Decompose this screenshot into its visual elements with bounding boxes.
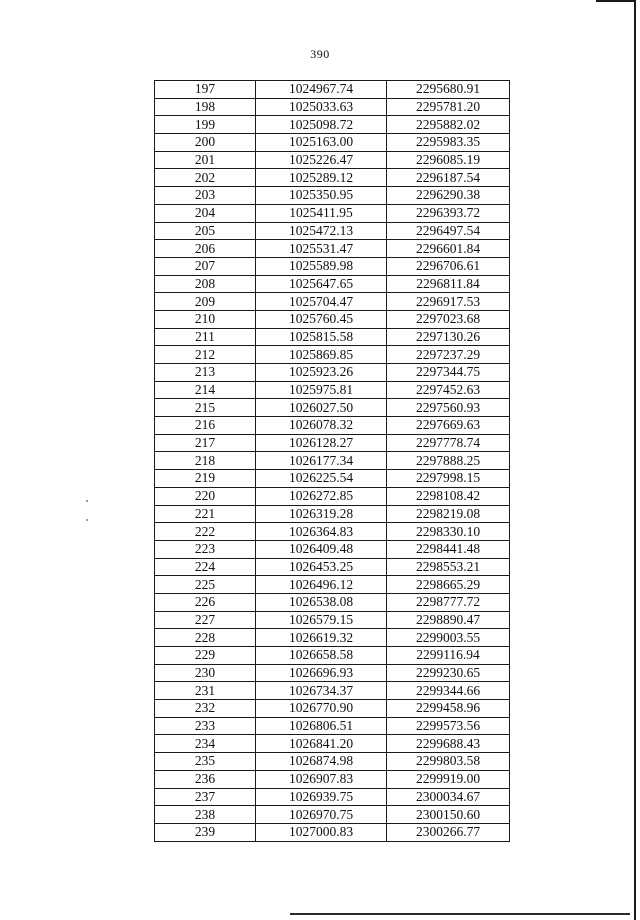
- northing-cell: 2298108.42: [387, 487, 510, 505]
- table-row: [155, 275, 510, 293]
- point-number-cell: 237: [155, 788, 256, 806]
- easting-cell: 1025033.63: [256, 98, 387, 116]
- easting-cell: 1025923.26: [256, 364, 387, 382]
- northing-cell: 2296706.61: [387, 257, 510, 275]
- easting-cell: 1026409.48: [256, 540, 387, 558]
- easting-cell: 1025589.98: [256, 257, 387, 275]
- point-number-cell: 234: [155, 735, 256, 753]
- table-row: [155, 735, 510, 753]
- table-row: [155, 770, 510, 788]
- easting-cell: 1026538.08: [256, 593, 387, 611]
- northing-cell: 2298219.08: [387, 505, 510, 523]
- point-number-cell: 239: [155, 823, 256, 841]
- northing-cell: 2297778.74: [387, 434, 510, 452]
- northing-cell: 2299688.43: [387, 735, 510, 753]
- scan-speck: [86, 519, 88, 521]
- easting-cell: 1026770.90: [256, 700, 387, 718]
- point-number-cell: 204: [155, 204, 256, 222]
- point-number-cell: 228: [155, 629, 256, 647]
- table-row: [155, 523, 510, 541]
- table-row: [155, 204, 510, 222]
- northing-cell: 2300266.77: [387, 823, 510, 841]
- scan-border-edge: [596, 0, 636, 2]
- point-number-cell: 222: [155, 523, 256, 541]
- table-row: [155, 434, 510, 452]
- easting-cell: 1026841.20: [256, 735, 387, 753]
- point-number-cell: 232: [155, 700, 256, 718]
- table-row: [155, 346, 510, 364]
- table-row: [155, 98, 510, 116]
- northing-cell: 2297130.26: [387, 328, 510, 346]
- table-row: [155, 647, 510, 665]
- table-row: [155, 310, 510, 328]
- easting-cell: 1025869.85: [256, 346, 387, 364]
- northing-cell: 2298777.72: [387, 593, 510, 611]
- easting-cell: 1026027.50: [256, 399, 387, 417]
- easting-cell: 1026806.51: [256, 717, 387, 735]
- northing-cell: 2298330.10: [387, 523, 510, 541]
- table-row: [155, 257, 510, 275]
- point-number-cell: 221: [155, 505, 256, 523]
- coordinate-table: [154, 80, 510, 842]
- easting-cell: 1025098.72: [256, 116, 387, 134]
- northing-cell: 2299003.55: [387, 629, 510, 647]
- point-number-cell: 197: [155, 81, 256, 99]
- point-number-cell: 203: [155, 187, 256, 205]
- northing-cell: 2298890.47: [387, 611, 510, 629]
- point-number-cell: 238: [155, 806, 256, 824]
- table-row: [155, 505, 510, 523]
- northing-cell: 2297023.68: [387, 310, 510, 328]
- table-row: [155, 576, 510, 594]
- table-row: [155, 806, 510, 824]
- easting-cell: 1026619.32: [256, 629, 387, 647]
- point-number-cell: 216: [155, 417, 256, 435]
- table-row: [155, 364, 510, 382]
- point-number-cell: 226: [155, 593, 256, 611]
- easting-cell: 1025472.13: [256, 222, 387, 240]
- point-number-cell: 207: [155, 257, 256, 275]
- northing-cell: 2295882.02: [387, 116, 510, 134]
- table-row: [155, 293, 510, 311]
- northing-cell: 2297888.25: [387, 452, 510, 470]
- point-number-cell: 220: [155, 487, 256, 505]
- point-number-cell: 233: [155, 717, 256, 735]
- northing-cell: 2295680.91: [387, 81, 510, 99]
- point-number-cell: 210: [155, 310, 256, 328]
- northing-cell: 2300034.67: [387, 788, 510, 806]
- easting-cell: 1026078.32: [256, 417, 387, 435]
- point-number-cell: 200: [155, 134, 256, 152]
- point-number-cell: 205: [155, 222, 256, 240]
- coordinate-table-body: [155, 81, 510, 842]
- point-number-cell: 201: [155, 151, 256, 169]
- point-number-cell: 219: [155, 470, 256, 488]
- northing-cell: 2297998.15: [387, 470, 510, 488]
- easting-cell: 1026128.27: [256, 434, 387, 452]
- table-row: [155, 558, 510, 576]
- easting-cell: 1025815.58: [256, 328, 387, 346]
- northing-cell: 2298553.21: [387, 558, 510, 576]
- table-row: [155, 470, 510, 488]
- point-number-cell: 206: [155, 240, 256, 258]
- point-number-cell: 230: [155, 664, 256, 682]
- northing-cell: 2299573.56: [387, 717, 510, 735]
- northing-cell: 2296811.84: [387, 275, 510, 293]
- point-number-cell: 215: [155, 399, 256, 417]
- point-number-cell: 208: [155, 275, 256, 293]
- easting-cell: 1025289.12: [256, 169, 387, 187]
- scan-border-edge: [290, 913, 630, 915]
- easting-cell: 1026496.12: [256, 576, 387, 594]
- point-number-cell: 218: [155, 452, 256, 470]
- table-row: [155, 151, 510, 169]
- table-row: [155, 417, 510, 435]
- easting-cell: 1026874.98: [256, 753, 387, 771]
- northing-cell: 2298665.29: [387, 576, 510, 594]
- table-row: [155, 593, 510, 611]
- easting-cell: 1025975.81: [256, 381, 387, 399]
- table-row: [155, 134, 510, 152]
- easting-cell: 1026225.54: [256, 470, 387, 488]
- table-row: [155, 717, 510, 735]
- easting-cell: 1025704.47: [256, 293, 387, 311]
- point-number-cell: 231: [155, 682, 256, 700]
- table-row: [155, 240, 510, 258]
- northing-cell: 2296917.53: [387, 293, 510, 311]
- table-row: [155, 788, 510, 806]
- northing-cell: 2300150.60: [387, 806, 510, 824]
- northing-cell: 2299803.58: [387, 753, 510, 771]
- easting-cell: 1026734.37: [256, 682, 387, 700]
- table-row: [155, 187, 510, 205]
- page-number: 390: [310, 47, 330, 61]
- northing-cell: 2296393.72: [387, 204, 510, 222]
- easting-cell: 1026939.75: [256, 788, 387, 806]
- northing-cell: 2297237.29: [387, 346, 510, 364]
- point-number-cell: 235: [155, 753, 256, 771]
- point-number-cell: 213: [155, 364, 256, 382]
- northing-cell: 2295983.35: [387, 134, 510, 152]
- table-row: [155, 169, 510, 187]
- point-number-cell: 199: [155, 116, 256, 134]
- table-row: [155, 222, 510, 240]
- easting-cell: 1025647.65: [256, 275, 387, 293]
- table-row: [155, 664, 510, 682]
- point-number-cell: 223: [155, 540, 256, 558]
- northing-cell: 2296497.54: [387, 222, 510, 240]
- easting-cell: 1026907.83: [256, 770, 387, 788]
- table-row: [155, 753, 510, 771]
- easting-cell: 1026453.25: [256, 558, 387, 576]
- point-number-cell: 225: [155, 576, 256, 594]
- easting-cell: 1026319.28: [256, 505, 387, 523]
- table-row: [155, 823, 510, 841]
- easting-cell: 1026658.58: [256, 647, 387, 665]
- point-number-cell: 212: [155, 346, 256, 364]
- point-number-cell: 236: [155, 770, 256, 788]
- table-row: [155, 452, 510, 470]
- table-row: [155, 116, 510, 134]
- easting-cell: 1026970.75: [256, 806, 387, 824]
- northing-cell: 2298441.48: [387, 540, 510, 558]
- easting-cell: 1025531.47: [256, 240, 387, 258]
- northing-cell: 2296085.19: [387, 151, 510, 169]
- easting-cell: 1025350.95: [256, 187, 387, 205]
- point-number-cell: 198: [155, 98, 256, 116]
- northing-cell: 2299919.00: [387, 770, 510, 788]
- table-row: [155, 629, 510, 647]
- point-number-cell: 227: [155, 611, 256, 629]
- easting-cell: 1024967.74: [256, 81, 387, 99]
- northing-cell: 2299458.96: [387, 700, 510, 718]
- northing-cell: 2295781.20: [387, 98, 510, 116]
- northing-cell: 2299116.94: [387, 647, 510, 665]
- northing-cell: 2296290.38: [387, 187, 510, 205]
- point-number-cell: 202: [155, 169, 256, 187]
- easting-cell: 1026579.15: [256, 611, 387, 629]
- northing-cell: 2297669.63: [387, 417, 510, 435]
- easting-cell: 1025760.45: [256, 310, 387, 328]
- table-row: [155, 487, 510, 505]
- easting-cell: 1026364.83: [256, 523, 387, 541]
- point-number-cell: 209: [155, 293, 256, 311]
- easting-cell: 1026696.93: [256, 664, 387, 682]
- point-number-cell: 217: [155, 434, 256, 452]
- northing-cell: 2296187.54: [387, 169, 510, 187]
- easting-cell: 1026177.34: [256, 452, 387, 470]
- table-row: [155, 611, 510, 629]
- table-row: [155, 381, 510, 399]
- scan-speck: [86, 500, 88, 502]
- table-row: [155, 700, 510, 718]
- point-number-cell: 229: [155, 647, 256, 665]
- northing-cell: 2297560.93: [387, 399, 510, 417]
- table-row: [155, 682, 510, 700]
- table-row: [155, 81, 510, 99]
- northing-cell: 2296601.84: [387, 240, 510, 258]
- point-number-cell: 224: [155, 558, 256, 576]
- point-number-cell: 211: [155, 328, 256, 346]
- easting-cell: 1025226.47: [256, 151, 387, 169]
- northing-cell: 2299230.65: [387, 664, 510, 682]
- point-number-cell: 214: [155, 381, 256, 399]
- table-row: [155, 540, 510, 558]
- scan-border-edge: [634, 0, 636, 920]
- easting-cell: 1027000.83: [256, 823, 387, 841]
- northing-cell: 2299344.66: [387, 682, 510, 700]
- table-row: [155, 399, 510, 417]
- easting-cell: 1025411.95: [256, 204, 387, 222]
- easting-cell: 1025163.00: [256, 134, 387, 152]
- northing-cell: 2297452.63: [387, 381, 510, 399]
- table-row: [155, 328, 510, 346]
- northing-cell: 2297344.75: [387, 364, 510, 382]
- easting-cell: 1026272.85: [256, 487, 387, 505]
